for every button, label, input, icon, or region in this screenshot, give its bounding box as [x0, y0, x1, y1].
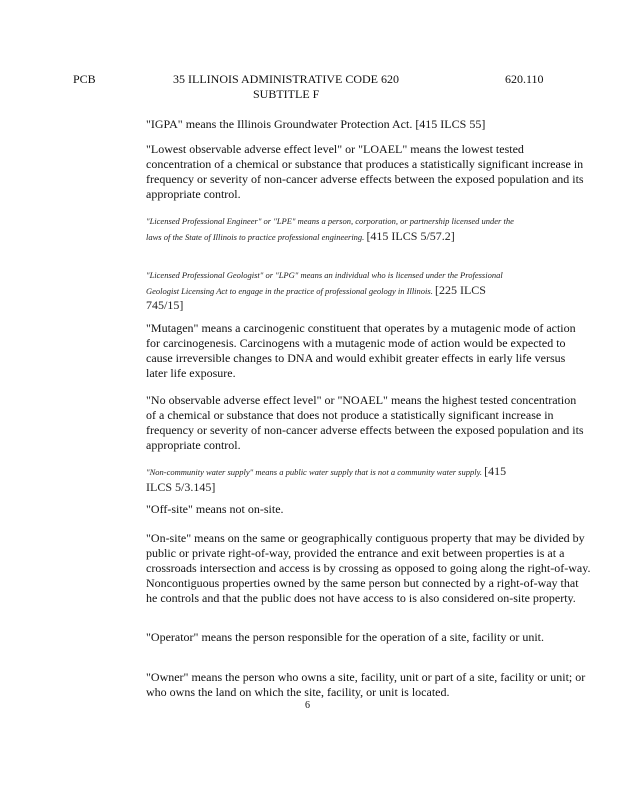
definition-igpa: "IGPA" means the Illinois Groundwater Protection Act. [415 ILCS 55] [146, 117, 486, 131]
definition-ncws-text: "Non-community water supply" means a public water supply that is not a community water supply. [146, 467, 483, 477]
header-subtitle: SUBTITLE F [253, 87, 320, 101]
definition-lpe-citation: [415 ILCS 5/57.2] [366, 228, 455, 243]
definition-lpe-text: "Licensed Professional Engineer" or "LPE" means a person, corporation, or partnership licensed under the laws of the State of Illinois to practice professional engineering. [146, 216, 514, 242]
definition-lpg [146, 268, 526, 314]
header-section-number: 620.110 [505, 72, 544, 86]
definition-mutagen: "Mutagen" means a carcinogenic constituent that operates by a mutagenic mode of action for carcinogenesis. Carcinogens with a mutagenic mode of action would be expected to cause irreversible changes to DNA and would exhibit greater effects in early life versus later life exposure. [146, 321, 576, 380]
definition-operator: "Operator" means the person responsible for the operation of a site, facility or unit. [146, 630, 545, 644]
definition-loael: "Lowest observable adverse effect level" or "LOAEL" means the lowest tested concentration of a chemical or substance that produces a statistically significant increase in frequency or severity of non-cancer adverse effects between the exposed population and its appropriate control. [146, 142, 584, 201]
definition-non-community-water-supply [146, 464, 526, 495]
header-left: PCB [73, 72, 96, 86]
page-number: 6 [305, 700, 310, 711]
definition-lpg-citation: [225 ILCS 745/15] [146, 282, 486, 312]
definition-ncws-citation: [415 ILCS 5/3.145] [146, 464, 507, 494]
definition-noael: "No observable adverse effect level" or "NOAEL" means the highest tested concentration of a chemical or substance that does not produce a statistically significant increase in frequency or severity of non-cancer adverse effects between the exposed population and its appropriate control. [146, 393, 584, 452]
definition-lpe [146, 214, 526, 244]
header-title: 35 ILLINOIS ADMINISTRATIVE CODE 620 [173, 72, 399, 86]
definition-owner: "Owner" means the person who owns a site, facility, unit or part of a site, facility or unit; or who owns the land on which the site, facility, or unit is located. [146, 670, 586, 699]
definition-on-site: "On-site" means on the same or geographically contiguous property that may be divided by public or private right-of-way, provided the entrance and exit between properties is at a crossroads intersection and access is by crossing as opposed to going along the right-of-way. Noncontiguous properties owned by the same person but connected by a right-of-way that he controls and that the public does not have access to is also considered on-site property. [146, 531, 591, 605]
definition-off-site: "Off-site" means not on-site. [146, 502, 284, 516]
definition-lpg-text: "Licensed Professional Geologist" or "LPG" means an individual who is licensed under the Professional Geologist Licensing Act to engage in the practice of professional geology in Illinois. [146, 270, 503, 296]
